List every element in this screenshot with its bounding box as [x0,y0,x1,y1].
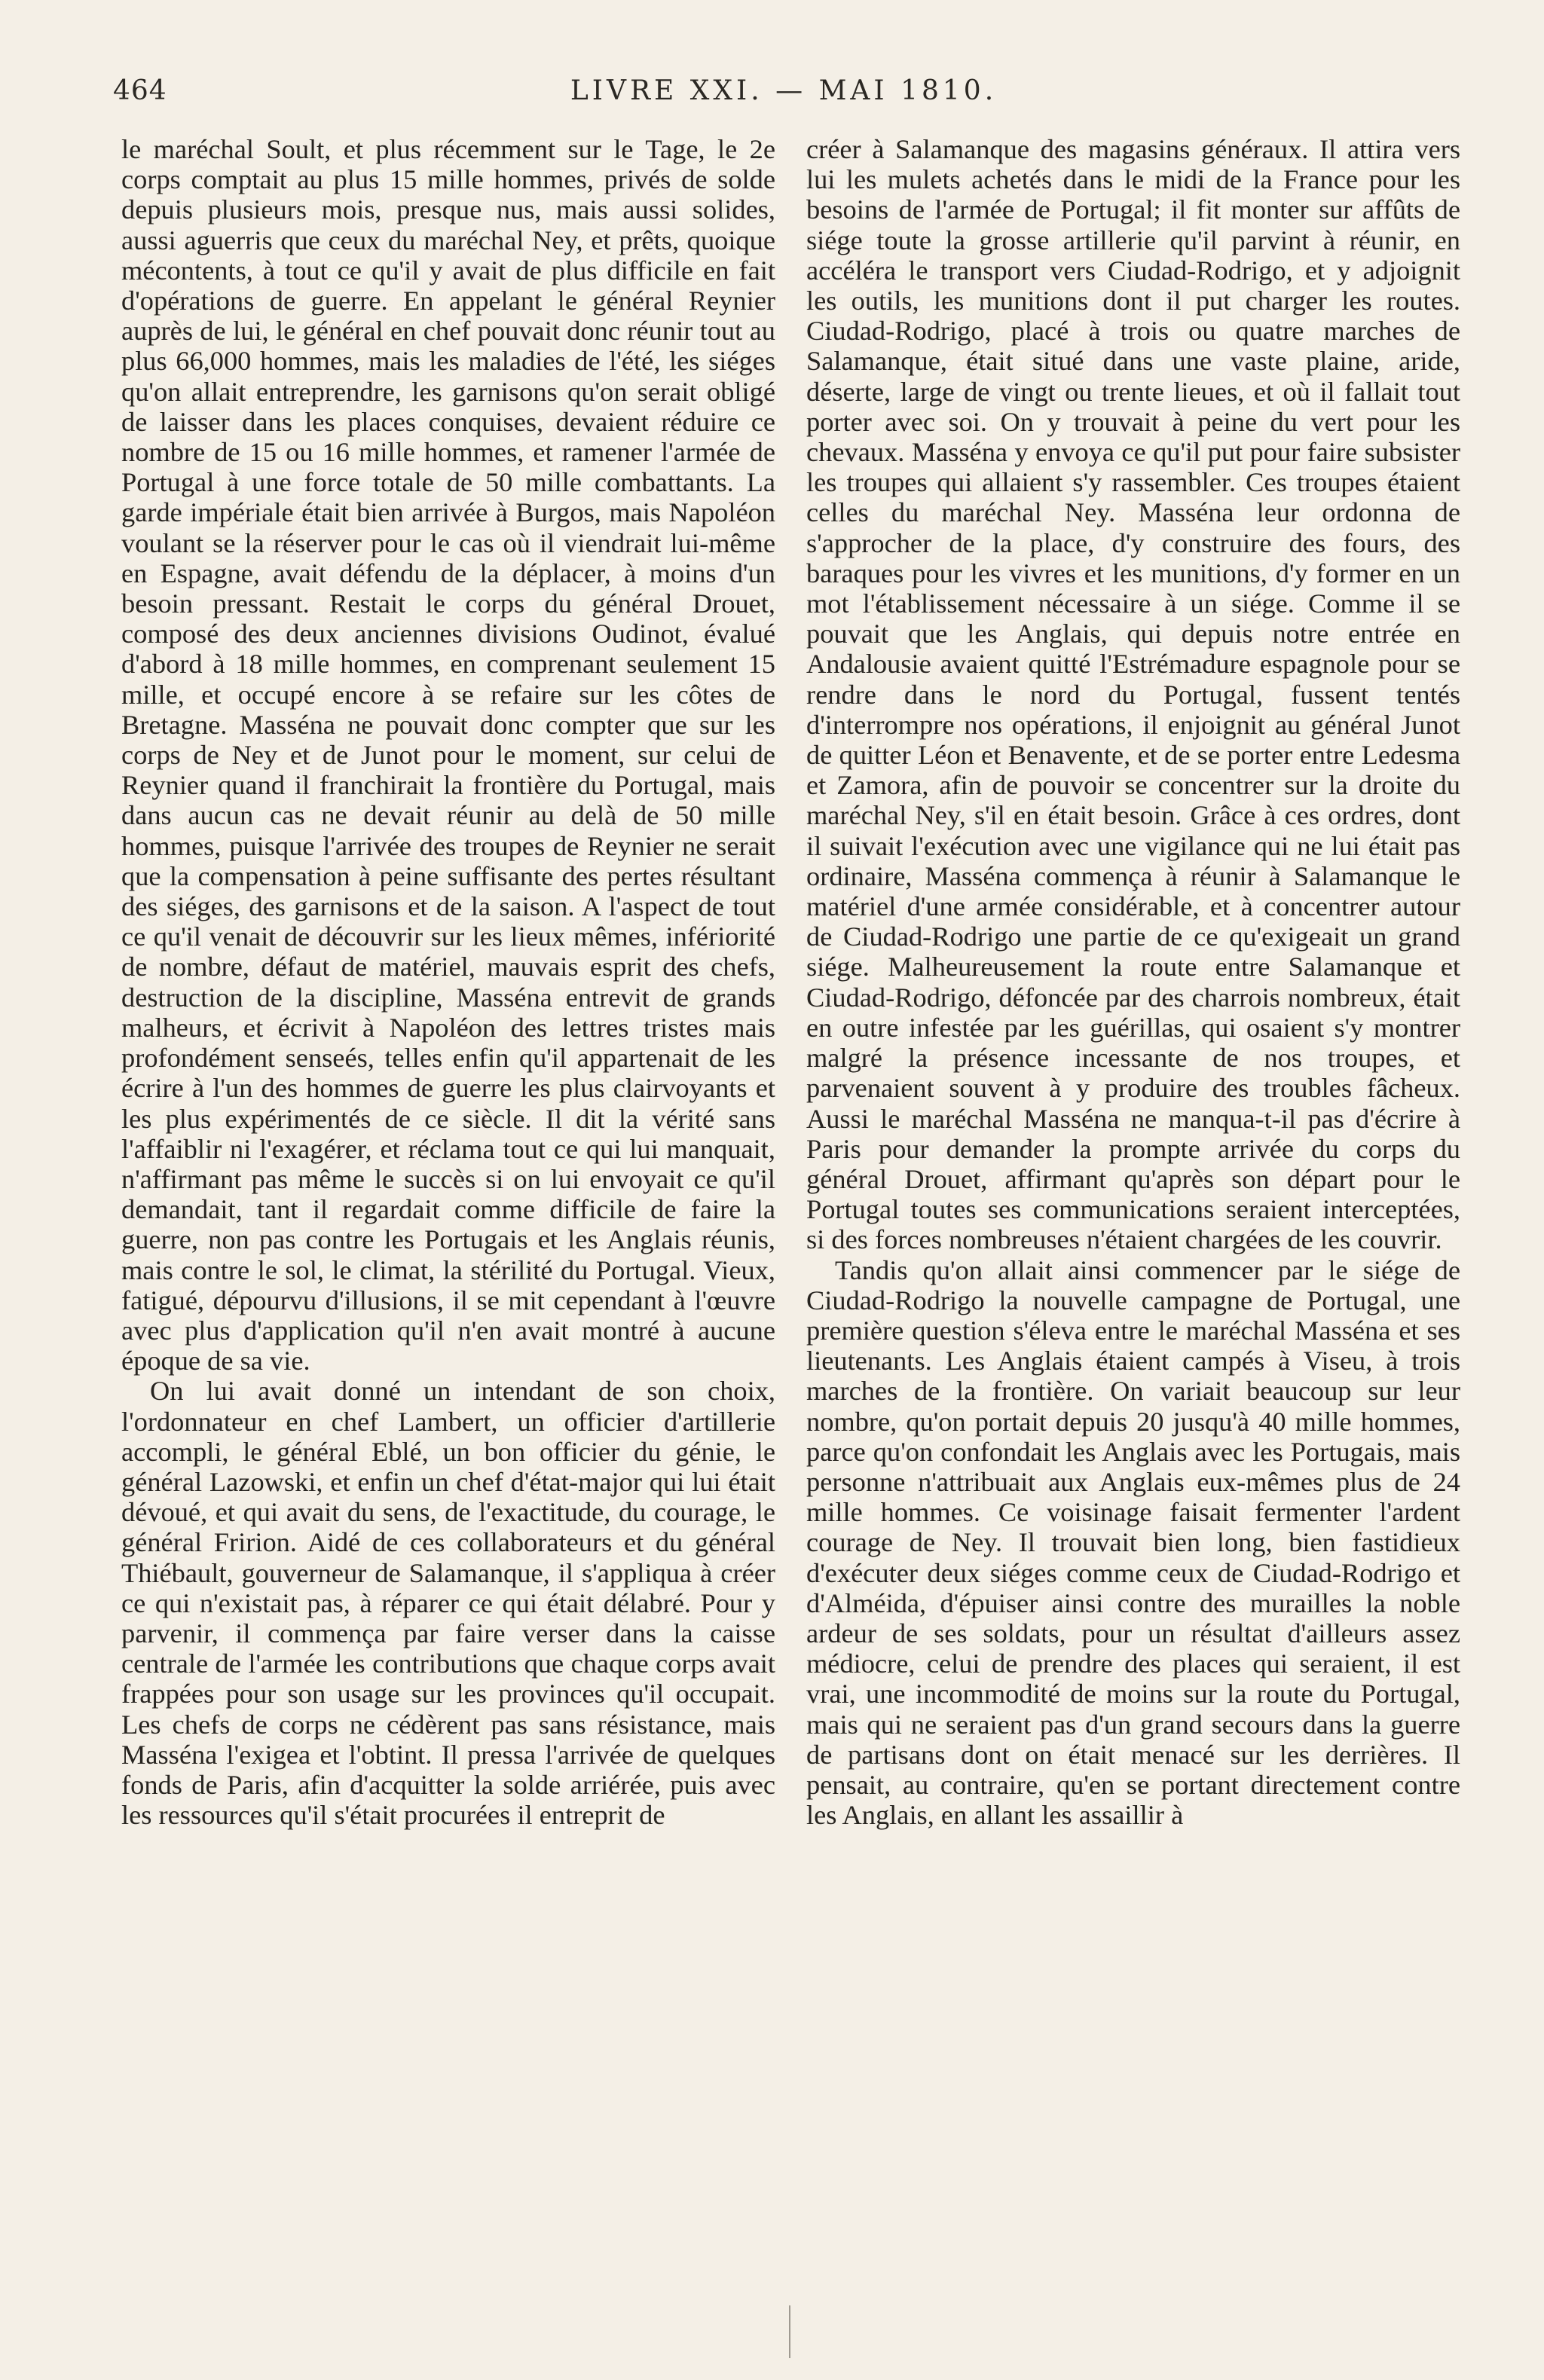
left-column [121,134,775,1830]
page-number: 464 [113,75,167,106]
right-paragraph-1: créer à Salamanque des magasins généraux. Il attira vers lui les mulets achetés dans le midi de la France pour les besoins de l'armée de Portugal; il fit monter sur affûts de siége toute la grosse artillerie qu'il parvint à réunir, en accéléra le transport vers Ciudad-Rodrigo, et y adjoignit les outils, les munitions dont il put charger les routes. Ciudad-Rodrigo, placé à trois ou quatre marches de Salamanque, était situé dans une vaste plaine, aride, déserte, large de vingt ou trente lieues, et où il fallait tout porter avec soi. On y trouvait à peine du vert pour les chevaux. Masséna y envoya ce qu'il put pour faire subsister les troupes qui allaient s'y rassembler. Ces troupes étaient celles du maréchal Ney. Masséna leur ordonna de s'approcher de la place, d'y construire des fours, des baraques pour les vivres et les munitions, d'y former en un mot l'établissement nécessaire à un siége. Comme il se pouvait que les Anglais, qui depuis notre entrée en Andalousie avaient quitté l'Estrémadure espagnole pour se rendre dans le nord du Portugal, fussent tentés d'interrompre nos opérations, il enjoignit au général Junot de quitter Léon et Benavente, et de se porter entre Ledesma et Zamora, afin de pouvoir se concentrer sur la droite du maréchal Ney, s'il en était besoin. Grâce à ces ordres, dont il suivait l'exécution avec une vigilance qui ne lui était pas ordinaire, Masséna commença à réunir à Salamanque le matériel d'une armée considérable, et à concentrer autour de Ciudad-Rodrigo une partie de ce qu'exigeait un grand siége. Malheureusement la route entre Salamanque et Ciudad-Rodrigo, défoncée par des charrois nombreux, était en outre infestée par les guérillas, qui osaient s'y montrer malgré la présence incessante de nos troupes, et parvenaient souvent à y produire des troubles fâcheux. Aussi le maréchal Masséna ne manqua-t-il pas d'écrire à Paris pour demander la prompte arrivée du corps du général Drouet, affirmant qu'après son départ pour le Portugal toutes ses communications seraient interceptées, si des forces nombreuses n'étaient chargées de les couvrir. [806,134,1460,1255]
column-rule [789,2305,790,2358]
left-paragraph-1: le maréchal Soult, et plus récemment sur le Tage, le 2e corps comptait au plus 15 mille hommes, privés de solde depuis plusieurs mois, presque nus, mais aussi solides, aussi aguerris que ceux du maréchal Ney, et prêts, quoique mécontents, à tout ce qu'il y avait de plus difficile en fait d'opérations de guerre. En appelant le général Reynier auprès de lui, le général en chef pouvait donc réunir tout au plus 66,000 hommes, mais les maladies de l'été, les siéges qu'on allait entreprendre, les garnisons qu'on serait obligé de laisser dans les places conquises, devaient réduire ce nombre de 15 ou 16 mille hommes, et ramener l'armée de Portugal à une force totale de 50 mille combattants. La garde impériale était bien arrivée à Burgos, mais Napoléon voulant se la réserver pour le cas où il viendrait lui-même en Espagne, avait défendu de la déplacer, à moins d'un besoin pressant. Restait le corps du général Drouet, composé des deux anciennes divisions Oudinot, évalué d'abord à 18 mille hommes, en comprenant seulement 15 mille, et occupé encore à se refaire sur les côtes de Bretagne. Masséna ne pouvait donc compter que sur les corps de Ney et de Junot pour le moment, sur celui de Reynier quand il franchirait la frontière du Portugal, mais dans aucun cas ne devait réunir au delà de 50 mille hommes, puisque l'arrivée des troupes de Reynier ne serait que la compensation à peine suffisante des pertes résultant des siéges, des garnisons et de la saison. A l'aspect de tout ce qu'il venait de découvrir sur les lieux mêmes, infériorité de nombre, défaut de matériel, mauvais esprit des chefs, destruction de la discipline, Masséna entrevit de grands malheurs, et écrivit à Napoléon des lettres tristes mais profondément senseés, telles enfin qu'il appartenait de les écrire à l'un des hommes de guerre les plus clairvoyants et les plus expérimentés de ce siècle. Il dit la vérité sans l'affaiblir ni l'exagérer, et réclama tout ce qui lui manquait, n'affirmant pas même le succès si on lui envoyait ce qu'il demandait, tant il regardait comme difficile de faire la guerre, non pas contre les Portugais et les Anglais réunis, mais contre le sol, le climat, la stérilité du Portugal. Vieux, fatigué, dépourvu d'illusions, il se mit cependant à l'œuvre avec plus d'application qu'il n'en avait montré à aucune époque de sa vie. [121,134,775,1376]
right-paragraph-2: Tandis qu'on allait ainsi commencer par le siége de Ciudad-Rodrigo la nouvelle campagne de Portugal, une première question s'éleva entre le maréchal Masséna et ses lieutenants. Les Anglais étaient campés à Viseu, à trois marches de la frontière. On variait beaucoup sur leur nombre, qu'on portait depuis 20 jusqu'à 40 mille hommes, parce qu'on confondait les Anglais avec les Portugais, mais personne n'attribuait aux Anglais eux-mêmes plus de 24 mille hommes. Ce voisinage faisait fermenter l'ardent courage de Ney. Il trouvait bien long, bien fastidieux d'exécuter deux siéges comme ceux de Ciudad-Rodrigo et d'Alméida, d'épuiser ainsi contre des murailles la noble ardeur de ses soldats, pour un résultat d'ailleurs assez médiocre, celui de prendre des places qui seraient, il est vrai, une incommodité de moins sur la route du Portugal, mais qui ne seraient pas d'un grand secours dans la guerre de partisans dont on était menacé sur les derrières. Il pensait, au contraire, qu'en se portant directement contre les Anglais, en allant les assaillir à [806,1254,1460,1831]
running-head [113,75,1454,121]
running-title: LIVRE XXI. — MAI 1810. [570,75,998,106]
right-column [806,134,1460,1830]
left-paragraph-2: On lui avait donné un intendant de son choix, l'ordonnateur en chef Lambert, un officier d'artillerie accompli, le général Eblé, un bon officier du génie, le général Lazowski, et enfin un chef d'état-major qui lui était dévoué, et qui avait du sens, de l'exactitude, du courage, le général Fririon. Aidé de ces collaborateurs et du général Thiébault, gouverneur de Salamanque, il s'appliqua à créer ce qui n'existait pas, à réparer ce qui était délabré. Pour y parvenir, il commença par faire verser dans la caisse centrale de l'armée les contributions que chaque corps avait frappées pour son usage sur les provinces qu'il occupait. Les chefs de corps ne cédèrent pas sans résistance, mais Masséna l'exigea et l'obtint. Il pressa l'arrivée de quelques fonds de Paris, afin d'acquitter la solde arriérée, puis avec les ressources qu'il s'était procurées il entreprit de [121,1376,775,1831]
